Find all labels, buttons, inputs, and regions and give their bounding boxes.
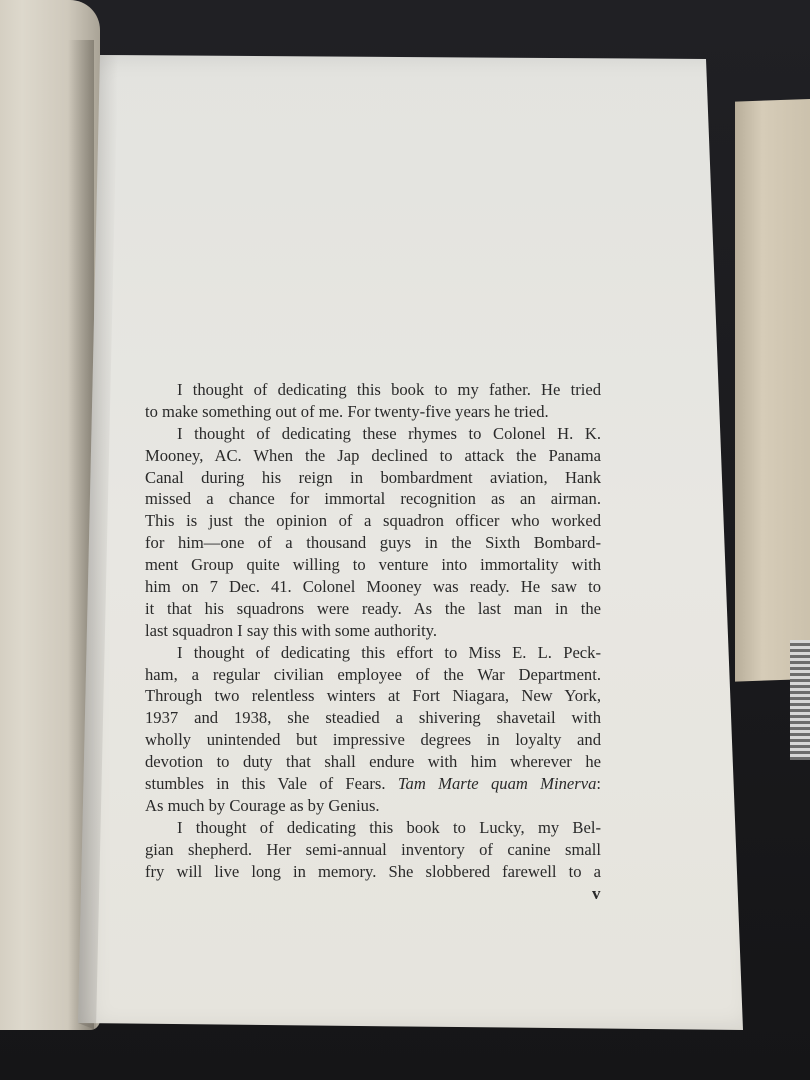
text-line: missed a chance for immortal recognition as an airman. — [145, 489, 601, 509]
text-line: 1937 and 1938, she steadied a shivering shavetail with — [145, 708, 601, 728]
text-line: I thought of dedicating this book to my father. He tried — [177, 380, 601, 399]
page-number: v — [592, 884, 601, 903]
text-line: I thought of dedicating this book to Lucky, my Bel- — [177, 817, 601, 837]
text-line: Canal during his reign in bombardment aviation, Hank — [145, 467, 601, 487]
text-line: gian shepherd. Her semi-annual inventory of canine small — [145, 839, 601, 859]
dedication-text — [145, 379, 601, 882]
text-line: I thought of dedicating this effort to Miss E. L. Peck- — [177, 642, 601, 662]
text-line: fry will live long in memory. She slobbered farewell to a — [145, 861, 601, 881]
text-line: him on 7 Dec. 41. Colonel Mooney was ready. He saw to — [145, 577, 601, 597]
text-line: ham, a regular civilian employee of the War Department. — [145, 664, 601, 684]
text-line: As much by Courage as by Genius. — [145, 795, 380, 815]
text-line: I thought of dedicating these rhymes to Colonel H. K. — [177, 423, 601, 443]
text-line: Through two relentless winters at Fort Niagara, New York, — [145, 686, 601, 706]
text-line: This is just the opinion of a squadron officer who worked — [145, 511, 601, 531]
text-line: stumbles in this Vale of Fears. Tam Marte quam Minerva: — [145, 774, 601, 794]
text-line: ment Group quite willing to venture into immortality with — [145, 555, 601, 575]
text-line: last squadron I say this with some authority. — [145, 620, 438, 640]
text-line: for him—one of a thousand guys in the Sixth Bombard- — [145, 533, 601, 553]
adjacent-book — [735, 98, 810, 681]
text-line: Mooney, AC. When the Jap declined to attack the Panama — [145, 445, 601, 465]
text-line: it that his squadrons were ready. As the last man in the — [145, 598, 601, 618]
text-line: to make something out of me. For twenty-five years he tried. — [145, 401, 549, 421]
text-line: devotion to duty that shall endure with him wherever he — [145, 752, 601, 772]
adjacent-book-pages — [790, 640, 810, 760]
text-line: wholly unintended but impressive degrees in loyalty and — [145, 730, 601, 750]
